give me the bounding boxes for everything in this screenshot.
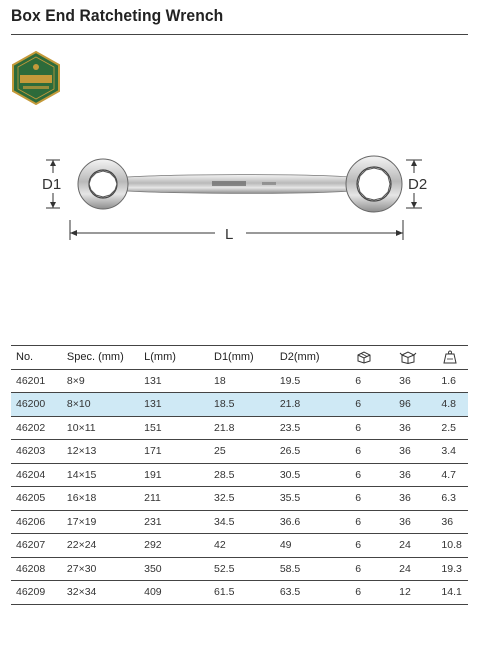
cell-length: 409 xyxy=(139,581,209,605)
cell-spec: 27×30 xyxy=(62,557,139,581)
cell-d1: 28.5 xyxy=(209,463,275,487)
table-row xyxy=(11,416,468,440)
cell-d2: 26.5 xyxy=(275,440,350,464)
cell-length: 191 xyxy=(139,463,209,487)
cell-weight: 2.5 xyxy=(436,416,468,440)
cell-d1: 52.5 xyxy=(209,557,275,581)
cell-no: 46209 xyxy=(11,581,62,605)
header-inner-box xyxy=(350,346,394,370)
cell-no: 46203 xyxy=(11,440,62,464)
cell-length: 211 xyxy=(139,487,209,511)
cell-carton: 36 xyxy=(394,440,436,464)
header-carton xyxy=(394,346,436,370)
cell-inner-box: 6 xyxy=(350,369,394,393)
cell-inner-box: 6 xyxy=(350,487,394,511)
cell-carton: 96 xyxy=(394,393,436,417)
cell-weight: 14.1 xyxy=(436,581,468,605)
cell-d2: 19.5 xyxy=(275,369,350,393)
cell-length: 151 xyxy=(139,416,209,440)
cell-carton: 12 xyxy=(394,581,436,605)
cell-inner-box: 6 xyxy=(350,581,394,605)
cell-d1: 18.5 xyxy=(209,393,275,417)
table-row xyxy=(11,534,468,558)
header-d2: D2(mm) xyxy=(275,346,350,370)
table-row xyxy=(11,440,468,464)
cell-carton: 24 xyxy=(394,557,436,581)
cell-no: 46200 xyxy=(11,393,62,417)
cell-weight: 1.6 xyxy=(436,369,468,393)
table-row xyxy=(11,463,468,487)
cell-weight: 36 xyxy=(436,510,468,534)
cell-spec: 32×34 xyxy=(62,581,139,605)
cell-length: 350 xyxy=(139,557,209,581)
length-label: L xyxy=(225,226,234,243)
table-row xyxy=(11,369,468,393)
cell-no: 46205 xyxy=(11,487,62,511)
cell-spec: 10×11 xyxy=(62,416,139,440)
cell-inner-box: 6 xyxy=(350,393,394,417)
cell-carton: 36 xyxy=(394,416,436,440)
table-header-row xyxy=(11,346,468,370)
cell-d2: 21.8 xyxy=(275,393,350,417)
cell-spec: 17×19 xyxy=(62,510,139,534)
cell-inner-box: 6 xyxy=(350,510,394,534)
cell-no: 46202 xyxy=(11,416,62,440)
cell-spec: 12×13 xyxy=(62,440,139,464)
cell-spec: 22×24 xyxy=(62,534,139,558)
inner-box-icon xyxy=(355,350,373,364)
cell-length: 171 xyxy=(139,440,209,464)
cell-d2: 58.5 xyxy=(275,557,350,581)
spec-table xyxy=(11,345,468,605)
table-row-highlighted xyxy=(11,393,468,417)
cell-length: 231 xyxy=(139,510,209,534)
cell-inner-box: 6 xyxy=(350,440,394,464)
d2-label: D2 xyxy=(408,176,428,193)
cell-no: 46208 xyxy=(11,557,62,581)
cell-d1: 18 xyxy=(209,369,275,393)
cell-weight: 6.3 xyxy=(436,487,468,511)
cell-d2: 30.5 xyxy=(275,463,350,487)
cell-carton: 36 xyxy=(394,463,436,487)
cell-spec: 14×15 xyxy=(62,463,139,487)
cell-no: 46204 xyxy=(11,463,62,487)
lifetime-warranty-badge-icon xyxy=(11,51,61,105)
cell-no: 46201 xyxy=(11,369,62,393)
cell-d1: 25 xyxy=(209,440,275,464)
cell-inner-box: 6 xyxy=(350,557,394,581)
title-divider xyxy=(11,34,468,35)
carton-box-icon xyxy=(399,350,417,364)
wrench-image xyxy=(78,156,402,212)
cell-spec: 16×18 xyxy=(62,487,139,511)
cell-d2: 63.5 xyxy=(275,581,350,605)
header-no: No. xyxy=(11,346,62,370)
weight-scale-icon xyxy=(441,350,459,364)
cell-d2: 23.5 xyxy=(275,416,350,440)
length-dimension-line xyxy=(70,220,403,240)
cell-weight: 4.8 xyxy=(436,393,468,417)
cell-carton: 36 xyxy=(394,510,436,534)
cell-length: 131 xyxy=(139,393,209,417)
cell-weight: 4.7 xyxy=(436,463,468,487)
cell-inner-box: 6 xyxy=(350,416,394,440)
table-row xyxy=(11,557,468,581)
cell-weight: 19.3 xyxy=(436,557,468,581)
cell-carton: 24 xyxy=(394,534,436,558)
cell-inner-box: 6 xyxy=(350,534,394,558)
cell-d1: 21.8 xyxy=(209,416,275,440)
cell-d1: 61.5 xyxy=(209,581,275,605)
cell-d1: 34.5 xyxy=(209,510,275,534)
cell-spec: 8×10 xyxy=(62,393,139,417)
cell-inner-box: 6 xyxy=(350,463,394,487)
table-row xyxy=(11,510,468,534)
wrench-dimension-diagram xyxy=(0,140,481,260)
cell-no: 46206 xyxy=(11,510,62,534)
table-row xyxy=(11,487,468,511)
header-length: L(mm) xyxy=(139,346,209,370)
cell-spec: 8×9 xyxy=(62,369,139,393)
cell-weight: 3.4 xyxy=(436,440,468,464)
table-row xyxy=(11,581,468,605)
cell-d2: 49 xyxy=(275,534,350,558)
cell-d2: 35.5 xyxy=(275,487,350,511)
cell-carton: 36 xyxy=(394,487,436,511)
cell-d2: 36.6 xyxy=(275,510,350,534)
header-spec: Spec. (mm) xyxy=(62,346,139,370)
cell-no: 46207 xyxy=(11,534,62,558)
cell-d1: 32.5 xyxy=(209,487,275,511)
page-title: Box End Ratcheting Wrench xyxy=(11,6,224,25)
cell-carton: 36 xyxy=(394,369,436,393)
header-weight xyxy=(436,346,468,370)
cell-d1: 42 xyxy=(209,534,275,558)
cell-weight: 10.8 xyxy=(436,534,468,558)
d1-label: D1 xyxy=(42,176,62,193)
header-d1: D1(mm) xyxy=(209,346,275,370)
cell-length: 131 xyxy=(139,369,209,393)
cell-length: 292 xyxy=(139,534,209,558)
